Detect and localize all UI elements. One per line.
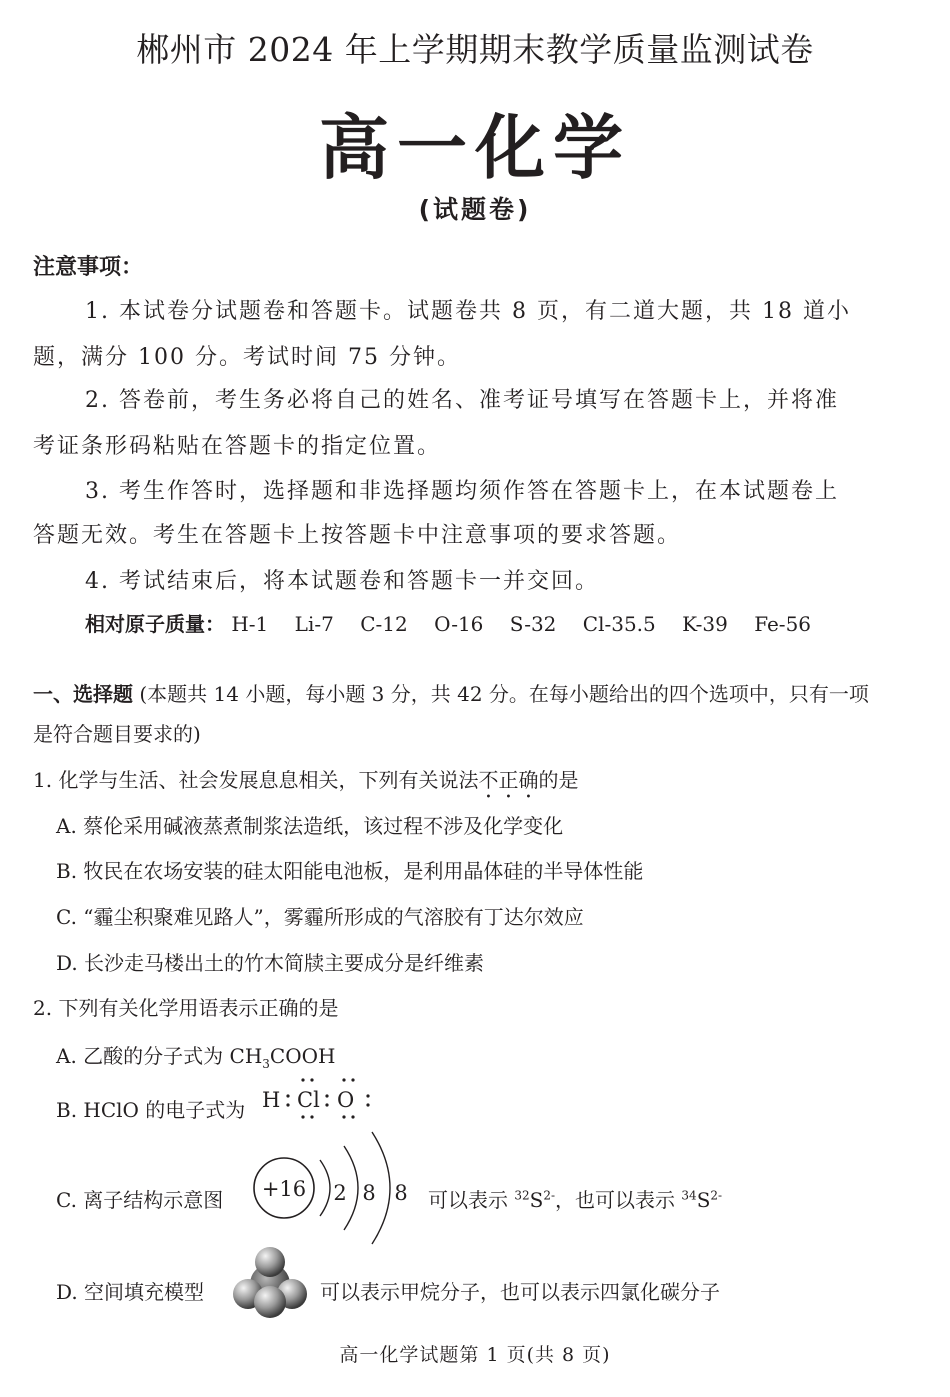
q1-option-b: B. 牧民在农场安装的硅太阳能电池板，是利用晶体硅的半导体性能 bbox=[56, 859, 644, 883]
isotope-2-mass: 34 bbox=[681, 1188, 697, 1203]
q1-option-d: D. 长沙走马楼出土的竹木简牍主要成分是纤维素 bbox=[56, 951, 485, 975]
electron-shell-1 bbox=[320, 1160, 330, 1216]
electron-dot bbox=[366, 1094, 369, 1097]
electron-formula bbox=[258, 1074, 378, 1120]
q2-option-c-mid2: ，也可以表示 bbox=[555, 1188, 676, 1212]
electron-dot bbox=[301, 1078, 304, 1081]
q2-option-b-text: B. HClO 的电子式为 bbox=[56, 1098, 246, 1122]
q2-option-a-tail: COOH bbox=[269, 1044, 336, 1068]
shell-2-electrons: 8 bbox=[362, 1181, 376, 1205]
electron-dot bbox=[342, 1078, 345, 1081]
q2-option-a bbox=[56, 1040, 335, 1071]
q2-option-a-subscript: 3 bbox=[262, 1057, 270, 1071]
q1-stem-emphasis: 不正确 bbox=[478, 768, 539, 792]
notice-item-2-line-2: 考证条形码粘贴在答题卡的指定位置。 bbox=[33, 434, 442, 459]
atomic-mass-cl: Cl-35.5 bbox=[582, 612, 656, 636]
notice-item-4: 4. 考试结束后，将本试题卷和答题卡一并交回。 bbox=[85, 569, 599, 594]
ion-structure-diagram bbox=[248, 1128, 418, 1250]
formula-h: H bbox=[262, 1088, 281, 1112]
isotope-2-charge: 2- bbox=[710, 1188, 723, 1203]
atomic-mass-o: O-16 bbox=[434, 612, 484, 636]
page-footer: 高一化学试题第 1 页(共 8 页) bbox=[339, 1344, 611, 1366]
q2-stem: 2. 下列有关化学用语表示正确的是 bbox=[33, 996, 339, 1020]
atomic-mass-line bbox=[85, 608, 831, 637]
isotope-1-charge: 2- bbox=[543, 1188, 556, 1203]
shell-3-electrons: 8 bbox=[394, 1181, 408, 1205]
q2-option-d-tail: 可以表示甲烷分子，也可以表示四氯化碳分子 bbox=[320, 1280, 720, 1304]
isotope-1-mass: 32 bbox=[514, 1188, 530, 1203]
q2-option-a-text: A. 乙酸的分子式为 CH bbox=[56, 1044, 263, 1068]
isotope-2-element: S bbox=[696, 1188, 711, 1212]
shell-1-electrons: 2 bbox=[333, 1181, 347, 1205]
q1-stem-pre: 1. 化学与生活、社会发展息息相关，下列有关说法 bbox=[33, 768, 479, 792]
electron-dot bbox=[310, 1115, 313, 1118]
outer-atom-sphere bbox=[255, 1247, 285, 1277]
atomic-mass-c: C-12 bbox=[360, 612, 408, 636]
space-filling-model-image bbox=[228, 1244, 312, 1320]
atomic-mass-k: K-39 bbox=[682, 612, 728, 636]
atomic-mass-s: S-32 bbox=[509, 612, 557, 636]
exam-header: 郴州市 2024 年上学期期末教学质量监测试卷 bbox=[136, 30, 814, 69]
nucleus-charge: +16 bbox=[261, 1177, 307, 1201]
formula-o: O bbox=[337, 1088, 355, 1112]
q1-stem-post: 的是 bbox=[538, 768, 579, 792]
electron-dot bbox=[286, 1094, 289, 1097]
electron-dot bbox=[342, 1115, 345, 1118]
electron-dot bbox=[325, 1094, 328, 1097]
electron-dot bbox=[310, 1078, 313, 1081]
notice-item-3-line-1: 3. 考生作答时，选择题和非选择题均须作答在答题卡上，在本试题卷上 bbox=[85, 479, 839, 504]
exam-title: 高一化学 bbox=[319, 107, 631, 189]
section-1-desc: (本题共 14 小题，每小题 3 分，共 42 分。在每小题给出的四个选项中，只有一项 bbox=[139, 682, 869, 706]
section-1-title: 一、选择题 bbox=[33, 682, 133, 706]
electron-dot bbox=[286, 1103, 289, 1106]
formula-cl: Cl bbox=[297, 1088, 320, 1112]
q2-option-c-text: C. 离子结构示意图 bbox=[56, 1188, 224, 1212]
electron-dot bbox=[366, 1103, 369, 1106]
electron-dot bbox=[301, 1115, 304, 1118]
notice-item-2-line-1: 2. 答卷前，考生务必将自己的姓名、准考证号填写在答题卡上，并将准 bbox=[85, 388, 839, 413]
atomic-mass-fe: Fe-56 bbox=[754, 612, 812, 636]
notice-item-3-line-2: 答题无效。考生在答题卡上按答题卡中注意事项的要求答题。 bbox=[33, 523, 682, 548]
atomic-mass-label: 相对原子质量： bbox=[85, 612, 225, 636]
exam-subtitle: (试题卷) bbox=[418, 195, 532, 224]
notice-heading: 注意事项： bbox=[33, 255, 144, 280]
q1-option-c: C. “霾尘积聚难见路人”，雾霾所形成的气溶胶有丁达尔效应 bbox=[56, 905, 584, 929]
atomic-mass-h: H-1 bbox=[231, 612, 269, 636]
q1-option-a: A. 蔡伦采用碱液蒸煮制浆法造纸，该过程不涉及化学变化 bbox=[56, 814, 564, 838]
q1-stem bbox=[33, 764, 578, 803]
electron-dot bbox=[325, 1103, 328, 1106]
section-1-desc-line-2: 是符合题目要求的) bbox=[33, 722, 201, 746]
electron-dot bbox=[351, 1115, 354, 1118]
notice-item-1-line-2: 题，满分 100 分。考试时间 75 分钟。 bbox=[33, 345, 461, 370]
isotope-1-element: S bbox=[529, 1188, 544, 1212]
outer-atom-sphere bbox=[254, 1286, 286, 1318]
atomic-mass-li: Li-7 bbox=[294, 612, 334, 636]
q2-option-d-text: D. 空间填充模型 bbox=[56, 1280, 205, 1304]
electron-dot bbox=[351, 1078, 354, 1081]
q2-option-c-tail bbox=[428, 1184, 722, 1213]
q2-option-c-mid: 可以表示 bbox=[428, 1188, 508, 1212]
notice-item-1-line-1: 1. 本试卷分试题卷和答题卡。试题卷共 8 页，有二道大题，共 18 道小 bbox=[85, 299, 851, 324]
section-1-line-1 bbox=[33, 678, 869, 707]
